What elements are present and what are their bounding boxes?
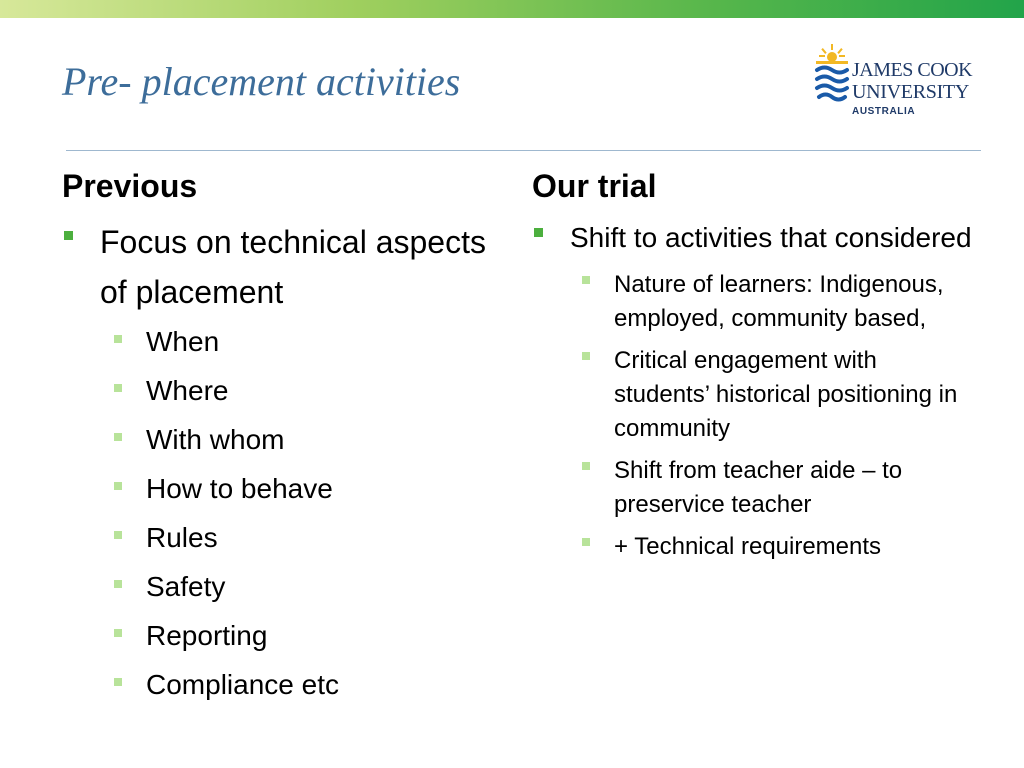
sub-bullet-text: Critical engagement with students’ historical positioning in community [614,347,958,442]
sub-list-item [114,421,502,458]
list-item [62,217,502,703]
sub-list-item [582,268,992,336]
bullet-text: Shift to activities that considered [570,222,972,253]
sub-list-item [582,530,992,564]
square-bullet-icon [114,482,122,490]
sub-list-item [114,323,502,360]
sub-list-item [114,666,502,703]
sub-bullet-text: Reporting [146,620,268,651]
square-bullet-icon [582,462,590,470]
sub-bullet-text: Where [146,375,229,406]
sub-bullet-text: + Technical requirements [614,533,882,560]
logo-line-university: UNIVERSITY [852,81,969,103]
sub-bullet-text: How to behave [146,473,333,504]
sub-bullet-text: Shift from teacher aide – to preservice teacher [614,457,903,518]
sub-bullet-text: When [146,326,220,357]
title-divider [66,150,981,151]
logo-line-australia: AUSTRALIA [852,106,916,117]
square-bullet-icon [114,629,122,637]
square-bullet-icon [114,433,122,441]
sub-list-item [114,470,502,507]
square-bullet-icon [114,384,122,392]
university-logo [812,42,987,122]
sub-bullet-text: With whom [146,424,285,455]
square-bullet-icon [582,352,590,360]
square-bullet-icon [64,231,73,240]
square-bullet-icon [114,335,122,343]
jcu-wave-sun-icon [812,42,852,112]
sub-bullet-text: Nature of learners: Indigenous, employed, community based, [614,271,944,332]
square-bullet-icon [582,276,590,284]
square-bullet-icon [582,538,590,546]
our-trial-heading: Our trial [532,168,657,204]
sub-list-item [114,519,502,556]
square-bullet-icon [114,531,122,539]
sub-list [114,323,502,703]
square-bullet-icon [534,228,543,237]
square-bullet-icon [114,580,122,588]
logo-line-james-cook: JAMES COOK [852,59,973,81]
previous-heading: Previous [62,168,198,204]
previous-column [62,168,502,715]
sub-list [582,268,992,564]
our-trial-list [532,217,992,564]
sub-list-item [582,454,992,522]
logo-wordmark [852,60,972,117]
sub-list-item [114,568,502,605]
list-item [532,217,992,564]
top-accent-bar [0,0,1024,18]
slide-title: Pre- placement activities [62,59,461,104]
square-bullet-icon [114,678,122,686]
sub-list-item [114,617,502,654]
sub-bullet-text: Rules [146,522,218,553]
our-trial-column [532,168,992,572]
bullet-text: Focus on technical aspects of placement [100,224,486,310]
sub-bullet-text: Safety [146,571,226,602]
sub-bullet-text: Compliance etc [146,669,339,700]
previous-list [62,217,502,703]
sub-list-item [582,344,992,446]
sub-list-item [114,372,502,409]
